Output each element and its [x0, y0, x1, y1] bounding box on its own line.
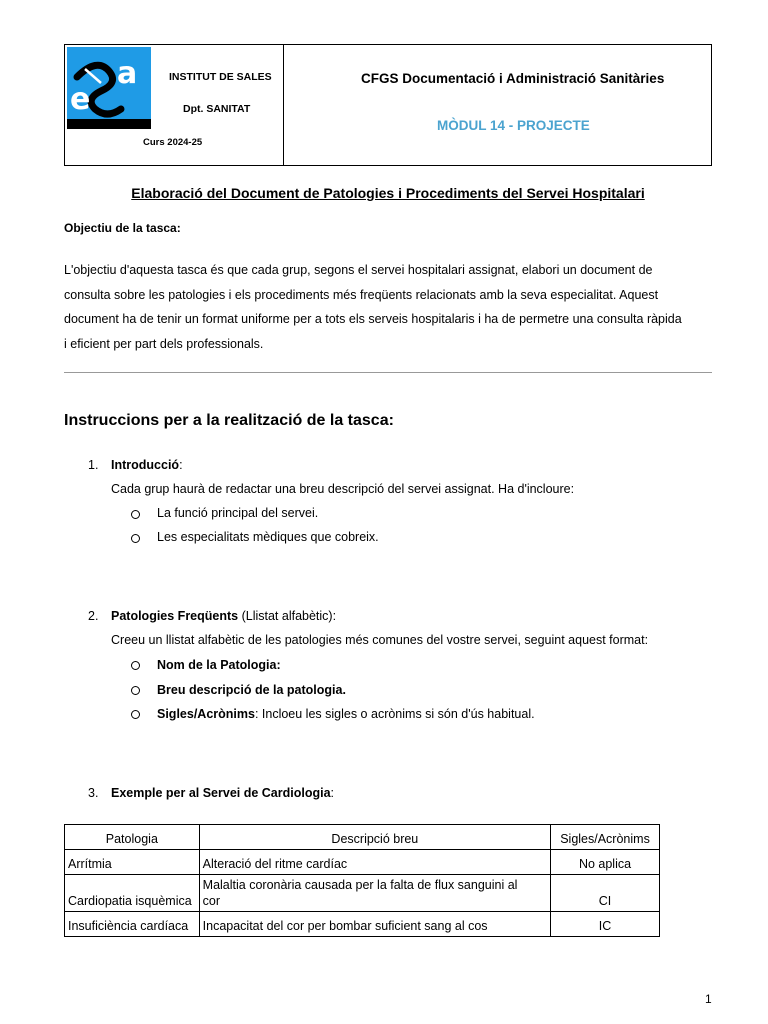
- objective-line: consulta sobre les patologies i els procediments més freqüents relacionats amb la seva especialitat. Aquest: [64, 287, 659, 302]
- item-title-suffix: (Llistat alfabètic):: [238, 609, 337, 623]
- document-title: Elaboració del Document de Patologies i Procediments del Servei Hospitalari: [131, 185, 645, 201]
- table-header-row: [65, 825, 660, 850]
- table-header-cell: Descripció breu: [199, 825, 550, 850]
- item-title: [111, 786, 334, 800]
- pathology-name-cell: Arrítmia: [65, 850, 200, 875]
- description-line: cor: [202, 894, 221, 908]
- institute-name: INSTITUT DE SALES: [169, 71, 272, 83]
- item-description: Creeu un llistat alfabètic de les patologies més comunes del vostre servei, seguint aquest format:: [111, 633, 649, 647]
- bullet-rest: : Incloeu les sigles o acrònims si són d'ús habitual.: [254, 707, 535, 721]
- bullet-text: La funció principal del servei.: [157, 506, 319, 520]
- objective-paragraph: [64, 258, 712, 356]
- bullet-bold: Sigles/Acrònims: [157, 707, 255, 721]
- school-year: Curs 2024-25: [143, 137, 203, 148]
- bullet-icon: [131, 510, 140, 519]
- table-row: [65, 912, 660, 937]
- abbreviation-cell: CI: [551, 875, 660, 912]
- item-title-bold: Patologies Freqüents: [111, 609, 239, 623]
- page-number: 1: [705, 992, 712, 1006]
- objective-line: i eficient per part dels professionals.: [64, 336, 264, 351]
- objective-label: Objectiu de la tasca:: [64, 221, 181, 235]
- table-row: [65, 875, 660, 912]
- svg-text:a: a: [117, 56, 138, 91]
- item-number: 1.: [88, 458, 99, 472]
- description-cell: [199, 875, 550, 912]
- bullet-icon: [131, 710, 140, 719]
- horizontal-rule: [64, 372, 712, 373]
- bullet-bold: Breu descripció de la patologia.: [157, 683, 346, 697]
- bullet-text: [157, 683, 346, 697]
- table-row: [65, 850, 660, 875]
- abbreviation-cell: No aplica: [551, 850, 660, 875]
- description-line: Malaltia coronària causada per la falta de flux sanguini al: [202, 878, 518, 892]
- module-title: MÒDUL 14 - PROJECTE: [437, 118, 590, 133]
- bullet-text: Les especialitats mèdiques que cobreix.: [157, 530, 379, 544]
- instructions-heading: Instruccions per a la realització de la tasca:: [64, 412, 394, 429]
- item-description: Cada grup haurà de redactar una breu descripció del servei assignat. Ha d'incloure:: [111, 482, 575, 496]
- pathology-table: [64, 824, 660, 937]
- item-title-bold: Introducció: [111, 458, 180, 472]
- bullet-icon: [131, 686, 140, 695]
- table-header-cell: Sigles/Acrònims: [551, 825, 660, 850]
- pathology-name-cell: Cardiopatia isquèmica: [65, 875, 200, 912]
- pathology-name-cell: Insuficiència cardíaca: [65, 912, 200, 937]
- bullet-text: [157, 707, 535, 721]
- institute-logo: [67, 47, 151, 129]
- table-header-cell: Patologia: [65, 825, 200, 850]
- bullet-bold: Nom de la Patologia:: [157, 658, 281, 672]
- objective-line: L'objectiu d'aquesta tasca és que cada grup, segons el servei hospitalari assignat, elabori un document de: [64, 263, 653, 277]
- description-cell: Incapacitat del cor per bombar suficient sang al cos: [199, 912, 550, 937]
- svg-text:e: e: [70, 82, 91, 117]
- description-cell: Alteració del ritme cardíac: [199, 850, 550, 875]
- program-title: CFGS Documentació i Administració Sanitàries: [361, 71, 665, 86]
- item-title-colon: :: [179, 458, 183, 472]
- item-title-bold: Exemple per al Servei de Cardiologia: [111, 786, 331, 800]
- item-title: [111, 609, 336, 623]
- item-title: [111, 458, 183, 472]
- header-divider: [283, 45, 284, 165]
- objective-line: document ha de tenir un format uniforme per a tots els serveis hospitalaris i ha de permetre una consulta ràpida: [64, 312, 682, 326]
- item-number: 3.: [88, 786, 99, 800]
- document-header: [64, 44, 712, 166]
- bullet-icon: [131, 661, 140, 670]
- bullet-icon: [131, 534, 140, 543]
- item-title-colon: :: [330, 786, 335, 800]
- department-name: Dpt. SANITAT: [183, 103, 251, 115]
- item-number: 2.: [88, 609, 99, 623]
- abbreviation-cell: IC: [551, 912, 660, 937]
- bullet-text: [157, 658, 281, 672]
